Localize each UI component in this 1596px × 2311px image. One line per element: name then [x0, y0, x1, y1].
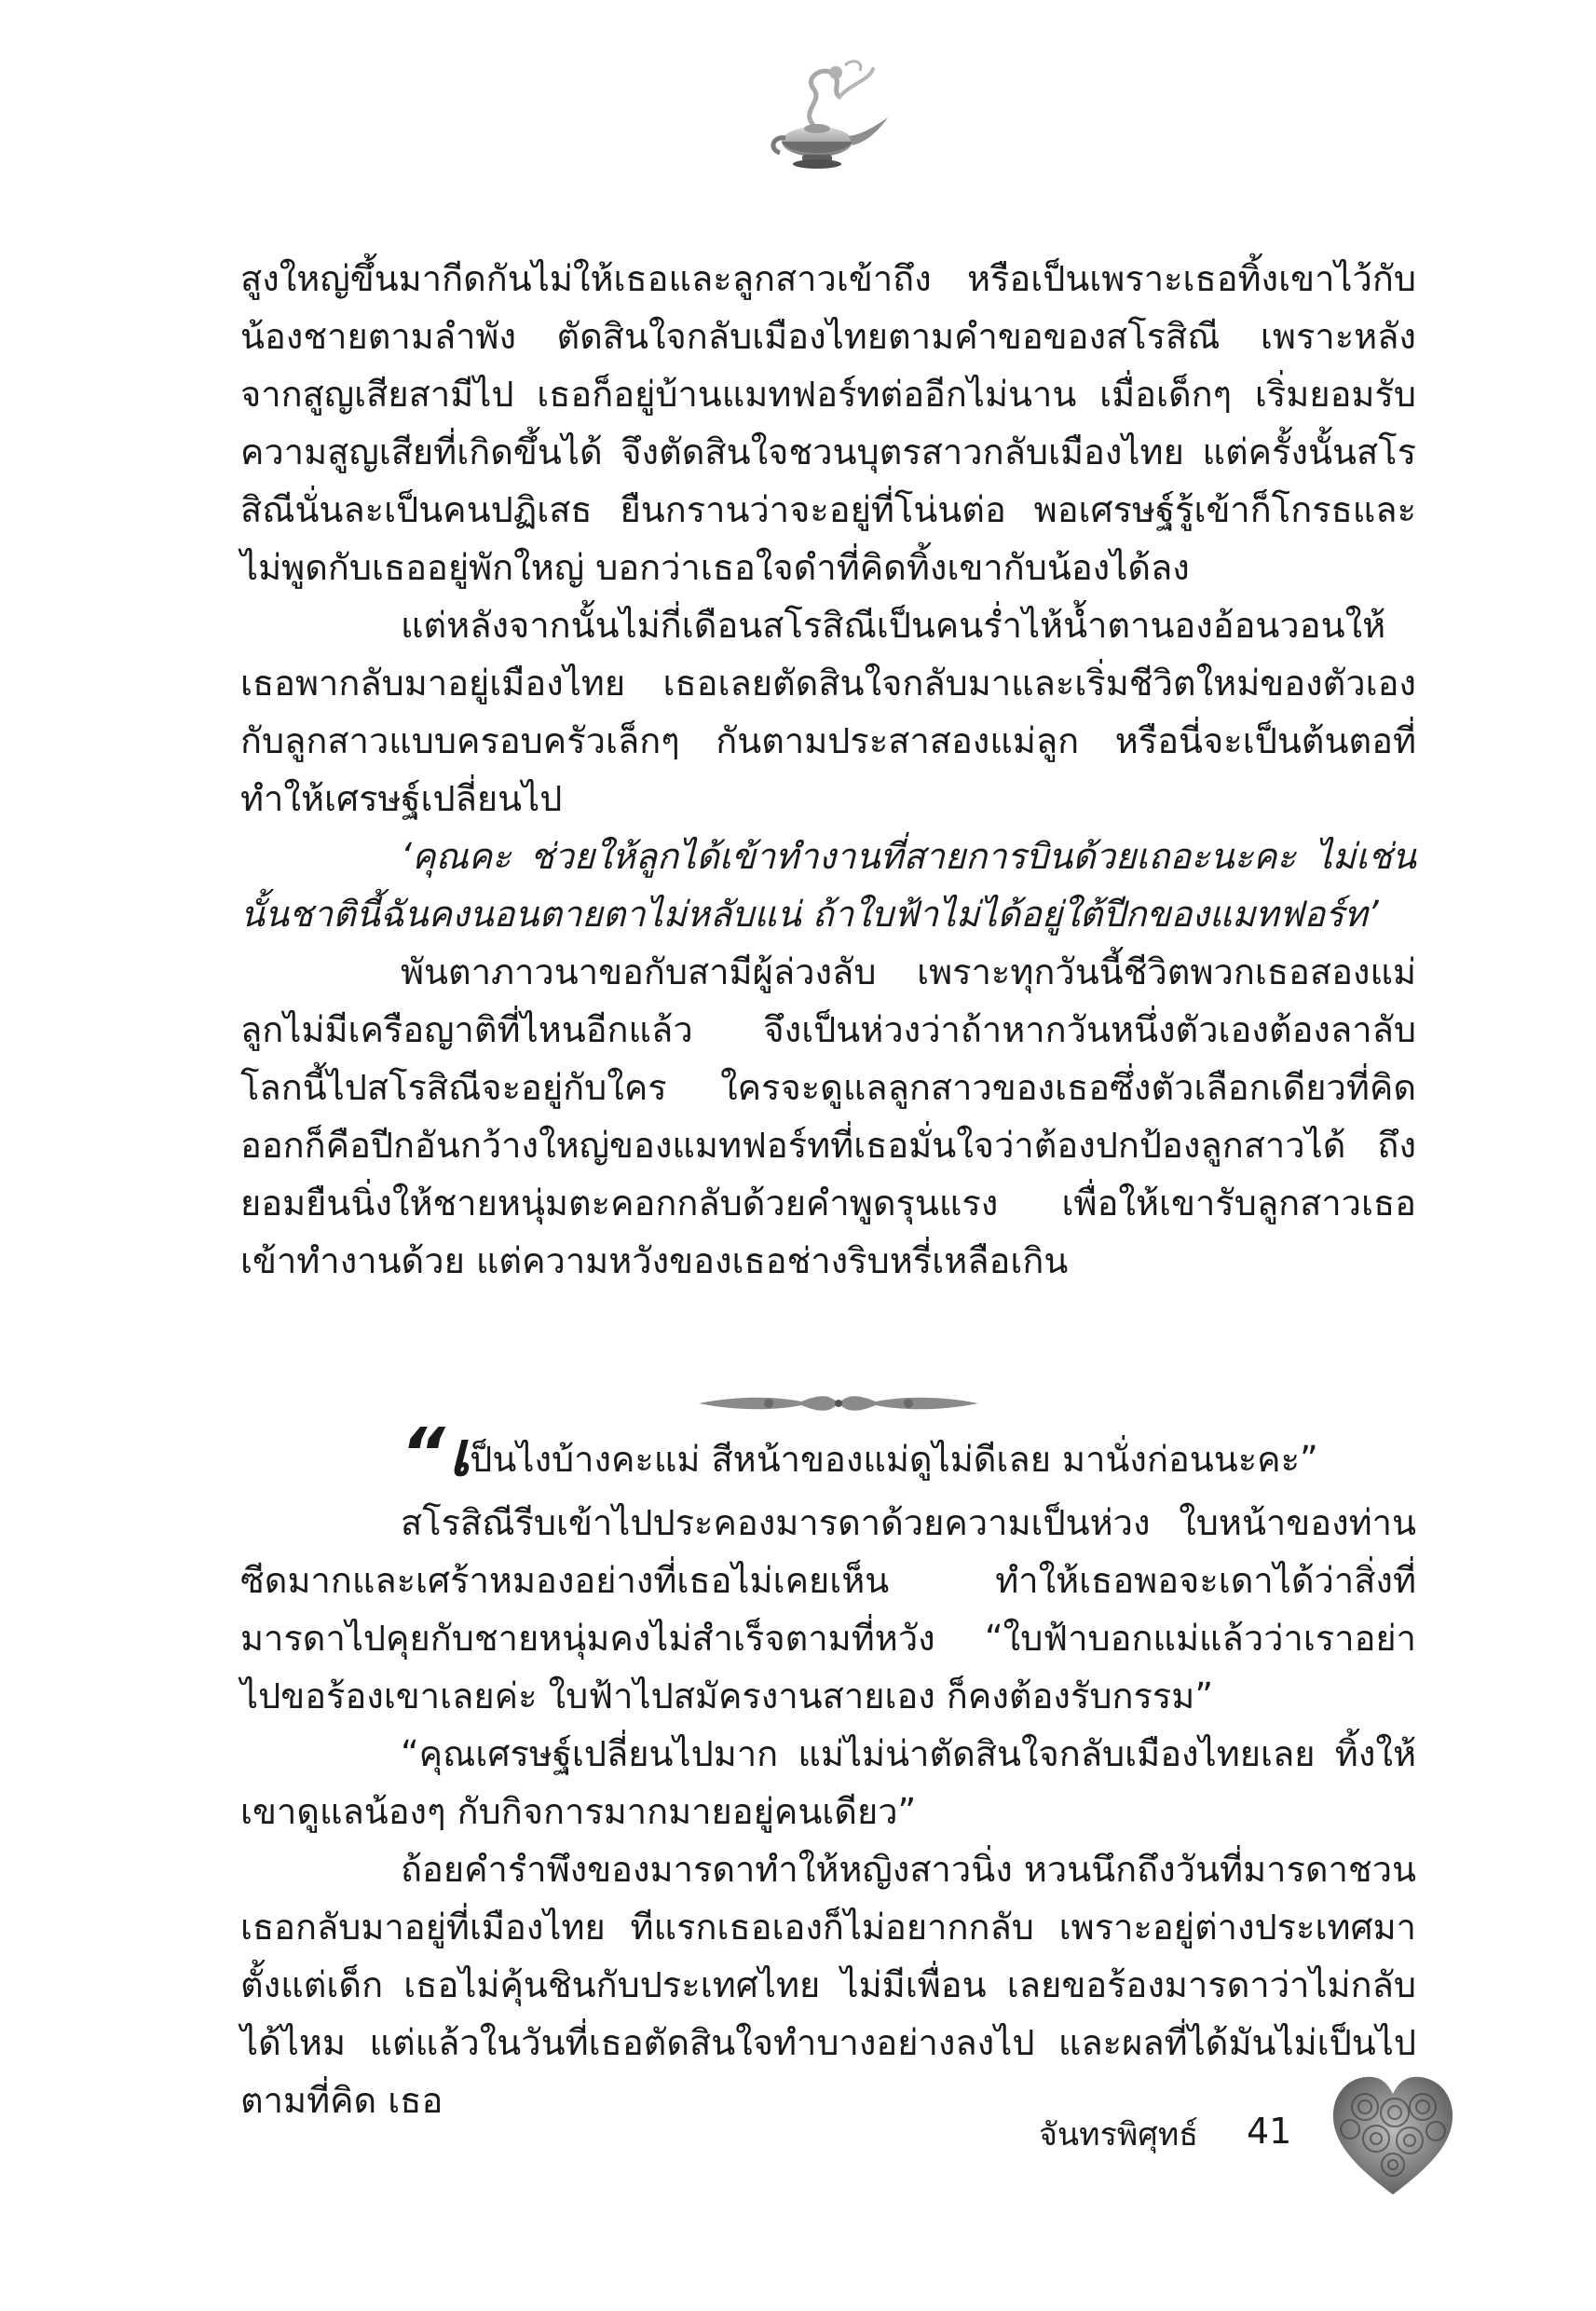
paragraph: สูงใหญ่ขึ้นมากีดกันไม่ให้เธอและลูกสาวเข้าถึง หรือเป็นเพราะเธอทิ้งเขาไว้กับน้องชายตามลำพัง ตัดสินใจกลับเมืองไทยตามคำขอของสโรสิณี เพราะหลังจากสูญเสียสามีไป เธอก็อยู่บ้านแมทฟอร์ทต่ออีกไม่นาน เมื่อเด็กๆ เริ่มยอมรับความสูญเสียที่เกิดขึ้นได้ จึงตัดสินใจชวนบุตรสาวกลับเมืองไทย แต่ครั้งนั้นสโรสิณีนั่นละเป็นคนปฏิเสธ ยืนกรานว่าจะอยู่ที่โน่นต่อ พอเศรษฐ์รู้เข้าก็โกรธและไม่พูดกับเธออยู่พักใหญ่ บอกว่าเธอใจดำที่คิดทิ้งเขากับน้องได้ลง — [240, 258, 1416, 588]
body-text-upper — [240, 250, 1416, 1290]
paragraph: สโรสิณีรีบเข้าไปประคองมารดาด้วยความเป็นห่วง ใบหน้าของท่านซีดมากและเศร้าหมองอย่างที่เธอไม่เคยเห็น ทำให้เธอพอจะเดาได้ว่าสิ่งที่มารดาไปคุยกับชายหนุ่มคงไม่สำเร็จตามที่หวัง “ใบฟ้าบอกแม่แล้วว่าเราอย่าไปขอร้องเขาเลยค่ะ ใบฟ้าไปสมัครงานสายเอง ก็คงต้องรับกรรม” — [240, 1502, 1416, 1716]
paragraph: “คุณเศรษฐ์เปลี่ยนไปมาก แม่ไม่น่าตัดสินใจกลับเมืองไทยเลย ทิ้งให้เขาดูแลน้องๆ กับกิจการมากมายอยู่คนเดียว” — [240, 1733, 1416, 1832]
paragraph: แต่หลังจากนั้นไม่กี่เดือนสโรสิณีเป็นคนร่ำไห้น้ำตานองอ้อนวอนให้เธอพากลับมาอยู่เมืองไทย เธอเลยตัดสินใจกลับมาและเริ่มชีวิตใหม่ของตัวเองกับลูกสาวแบบครอบครัวเล็กๆ กันตามประสาสองแม่ลูก หรือนี่จะเป็นต้นตอที่ทำให้เศรษฐ์เปลี่ยนไป — [240, 605, 1416, 819]
italic-quote-paragraph: ‘คุณคะ ช่วยให้ลูกได้เข้าทำงานที่สายการบินด้วยเถอะนะคะ ไม่เช่นนั้นชาตินี้ฉันคงนอนตายตาไม่หลับแน่ ถ้าใบฟ้าไม่ได้อยู่ใต้ปีกของแมทฟอร์ท’ — [240, 836, 1416, 935]
magic-lamp-icon — [759, 56, 899, 177]
drop-letter: เ — [448, 1418, 471, 1490]
body-text-lower — [240, 1414, 1417, 2129]
running-footer-title: จันทรพิศุทธ์ — [1039, 2116, 1198, 2154]
paragraph: พันตาภาวนาขอกับสามีผู้ล่วงลับ เพราะทุกวันนี้ชีวิตพวกเธอสองแม่ลูกไม่มีเครือญาติที่ไหนอีกแล้ว จึงเป็นห่วงว่าถ้าหากวันหนึ่งตัวเองต้องลาลับโลกนี้ไปสโรสิณีจะอยู่กับใคร ใครจะดูแลลูกสาวของเธอซึ่งตัวเลือกเดียวที่คิดออกก็คือปีกอันกว้างใหญ่ของแมทฟอร์ทที่เธอมั่นใจว่าต้องปกป้องลูกสาวได้ ถึงยอมยืนนิ่งให้ชายหนุ่มตะคอกกลับด้วยคำพูดรุนแรง เพื่อให้เขารับลูกสาวเธอเข้าทำงานด้วย แต่ความหวังของเธอช่างริบหรี่เหลือเกิน — [240, 951, 1416, 1281]
opening-quote-mark: “ — [401, 1414, 445, 1494]
paragraph: ถ้อยคำรำพึงของมารดาทำให้หญิงสาวนิ่ง หวนนึกถึงวันที่มารดาชวนเธอกลับมาอยู่ที่เมืองไทย ทีแรกเธอเองก็ไม่อยากกลับ เพราะอยู่ต่างประเทศมาตั้งแต่เด็ก เธอไม่คุ้นชินกับประเทศไทย ไม่มีเพื่อน เลยขอร้องมารดาว่าไม่กลับได้ไหม แต่แล้วในวันที่เธอตัดสินใจทำบางอย่างลงไป และผลที่ได้มันไม่เป็นไปตามที่คิด เธอ — [240, 1849, 1417, 2121]
rose-heart-icon — [1328, 2064, 1458, 2204]
ornamental-divider-icon — [699, 1392, 978, 1415]
page-number: 41 — [1247, 2111, 1292, 2152]
opening-dialogue-line — [240, 1414, 1416, 1494]
opening-line-text: ป็นไงบ้างคะแม่ สีหน้าของแม่ดูไม่ดีเลย มานั่งก่อนนะคะ” — [470, 1439, 1318, 1480]
